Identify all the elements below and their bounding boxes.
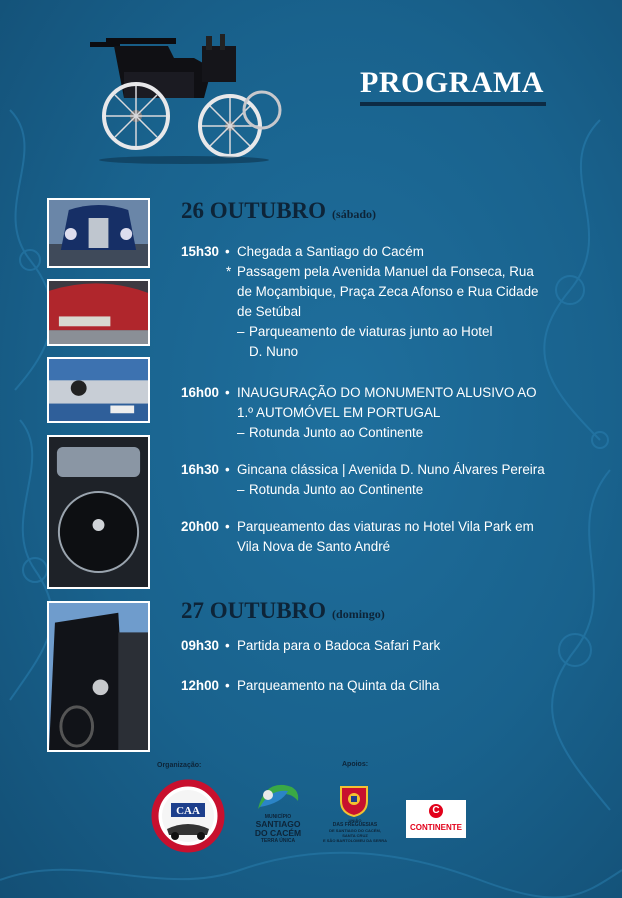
event-time: 16h30 (181, 462, 219, 477)
municipio-line2: SANTIAGO (255, 819, 301, 829)
day1-date-heading (181, 198, 376, 224)
event-time: 15h30 (181, 244, 219, 259)
event-text: Parqueamento das viaturas no Hotel Vila Park em (237, 519, 534, 534)
continente-name: CONTINENTE (410, 823, 462, 832)
event-text: Chegada a Santiago do Cacém (237, 244, 424, 259)
schedule-item (181, 460, 581, 500)
photo-red-car-rear (47, 279, 150, 346)
freguesias-line3: DE SANTIAGO DO CACÉM, (329, 828, 381, 833)
freguesias-line5: E SÃO BARTOLOMEU DA SERRA (322, 838, 387, 843)
event-time: 09h30 (181, 638, 219, 653)
day2-date: 27 OUTUBRO (181, 598, 327, 623)
support-label: Apoios: (342, 761, 369, 768)
bullet-icon: • (225, 678, 230, 693)
event-subtext: Rotunda Junto ao Continente (249, 482, 424, 497)
continente-logo (406, 800, 466, 838)
event-subtext: Passagem pela Avenida Manuel da Fonseca, Rua (237, 264, 534, 279)
dash-marker: – (237, 425, 245, 440)
page-title: PROGRAMA (360, 66, 544, 99)
municipio-line3: DO CACÉM (254, 828, 302, 838)
decorative-swirl-bottom (0, 840, 622, 898)
freguesias-line1: UNIÃO (348, 818, 362, 823)
schedule-item (181, 383, 581, 443)
photo-vintage-car-front (47, 198, 150, 268)
dash-marker: – (237, 482, 245, 497)
caa-initials: CAA (176, 805, 200, 817)
schedule-item (181, 676, 581, 696)
photo-blue-white-car (47, 357, 150, 423)
schedule-item (181, 242, 581, 362)
bullet-icon: • (225, 519, 230, 534)
caa-ring-text (0, 0, 1, 1)
bullet-icon: • (225, 385, 230, 400)
organization-label: Organização: (157, 762, 202, 769)
bullet-icon: • (225, 244, 230, 259)
photo-black-antique-car (47, 601, 150, 752)
asterisk-marker: * (226, 264, 232, 279)
day1-date: 26 OUTUBRO (181, 198, 327, 223)
event-time: 12h00 (181, 678, 219, 693)
event-text: Gincana clássica | Avenida D. Nuno Álvares Pereira (237, 462, 545, 477)
antique-car-illustration (84, 28, 284, 164)
event-subtext: D. Nuno (249, 344, 299, 359)
schedule-item (181, 517, 581, 557)
event-text: Parqueamento na Quinta da Cilha (237, 678, 440, 693)
event-subtext: Parqueamento de viaturas junto ao Hotel (249, 324, 493, 339)
event-subtext: de Setúbal (237, 304, 302, 319)
municipio-logo-text (242, 814, 314, 844)
event-text: Partida para o Badoca Safari Park (237, 638, 441, 653)
municipio-line1: MUNICÍPIO (264, 814, 292, 820)
bullet-icon: • (225, 462, 230, 477)
freguesias-line2: DAS FREGUESIAS (332, 822, 378, 828)
municipio-line4: TERRA ÚNICA (260, 838, 296, 844)
event-time: 16h00 (181, 385, 219, 400)
day1-weekday: (sábado) (332, 207, 377, 221)
dash-marker: – (237, 324, 245, 339)
event-subtext: de Moçambique, Praça Zeca Afonso e Rua Cidade (237, 284, 539, 299)
day2-weekday: (domingo) (332, 607, 385, 621)
photo-spare-wheel (47, 435, 150, 589)
event-text: Vila Nova de Santo André (237, 539, 391, 554)
title-underline (360, 102, 546, 106)
freguesias-coat-of-arms (337, 783, 371, 817)
event-text: INAUGURAÇÃO DO MONUMENTO ALUSIVO AO (237, 385, 537, 400)
freguesias-logo-text (318, 818, 392, 843)
event-subtext: Rotunda Junto ao Continente (249, 425, 424, 440)
caa-club-logo (151, 779, 225, 853)
continente-symbol: C (429, 804, 443, 818)
event-text: 1.º AUTOMÓVEL EM PORTUGAL (237, 405, 441, 420)
freguesias-line4: SANTA CRUZ (342, 833, 368, 838)
schedule-item (181, 636, 581, 656)
decorative-swirl-right (540, 110, 622, 890)
event-time: 20h00 (181, 519, 219, 534)
bullet-icon: • (225, 638, 230, 653)
day2-date-heading (181, 598, 385, 624)
municipio-emblem (254, 779, 302, 813)
